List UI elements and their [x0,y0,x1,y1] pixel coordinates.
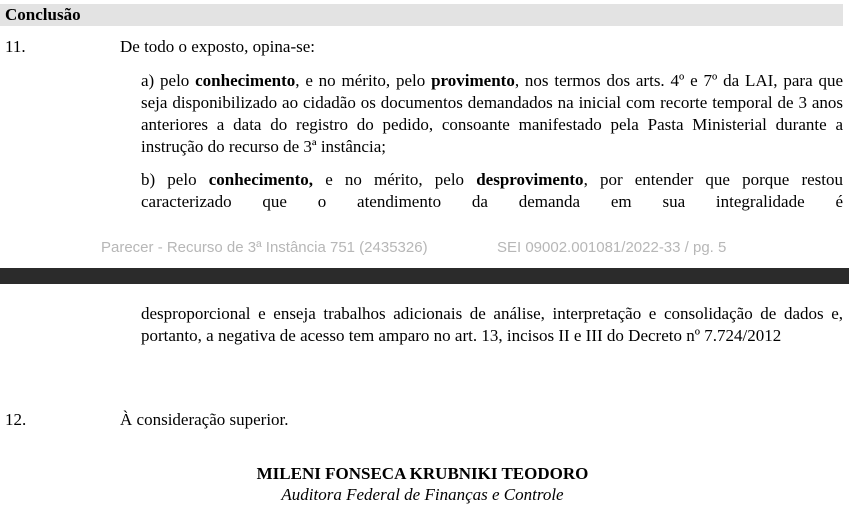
item-11-intro: De todo o exposto, opina-se: [120,37,315,56]
item-11-paragraph-b [141,169,843,213]
para-a-text-1: a) pelo [141,71,196,90]
para-a-text-2: , e no mérito, pelo [295,71,432,90]
page-separator [0,268,849,284]
para-a-bold-provimento: provimento [431,71,515,90]
para-b-bold-desprovimento: desprovimento [476,170,584,189]
section-heading-bar [0,4,843,26]
signature-name: MILENI FONSECA KRUBNIKI TEODORO [256,464,589,483]
item-number-12: 12. [5,410,27,429]
item-12-text: À consideração superior. [120,410,289,429]
para-b-text-2: e no mérito, pelo [313,170,477,189]
para-a-bold-conhecimento: conhecimento [195,71,296,90]
document-page-6 [0,284,849,508]
item-11-paragraph-b-continuation: desproporcional e enseja trabalhos adicionais de análise, interpretação e consolidação de dados e, portanto, a negativa de acesso tem amparo no art. 13, incisos II e III do Decreto nº 7.724/2012 [141,304,843,345]
para-b-text-1: b) pelo [141,170,209,189]
para-b-bold-conhecimento: conhecimento, [208,170,314,189]
section-heading: Conclusão [5,5,81,24]
footer-process-number: SEI 09002.001081/2022-33 / pg. 5 [497,239,727,256]
signature-role: Auditora Federal de Finanças e Controle [281,485,564,504]
item-number-11: 11. [5,37,26,56]
footer-document-reference: Parecer - Recurso de 3ª Instância 751 (2435326) [101,239,428,256]
para-b-text-3: , por entender que porque restou caracterizado que o atendimento da demanda em sua integralidade é [141,170,843,211]
para-a-text-3: , nos termos dos arts. 4º e 7º da LAI, para que seja disponibilizado ao cidadão os documentos demandados na inicial com recorte temporal de 3 anos anteriores a data do registro do pedido, consoante manifestado pela Pasta Ministerial durante a instrução do recurso de 3ª instância; [141,71,843,156]
item-11-paragraph-a [141,70,843,158]
